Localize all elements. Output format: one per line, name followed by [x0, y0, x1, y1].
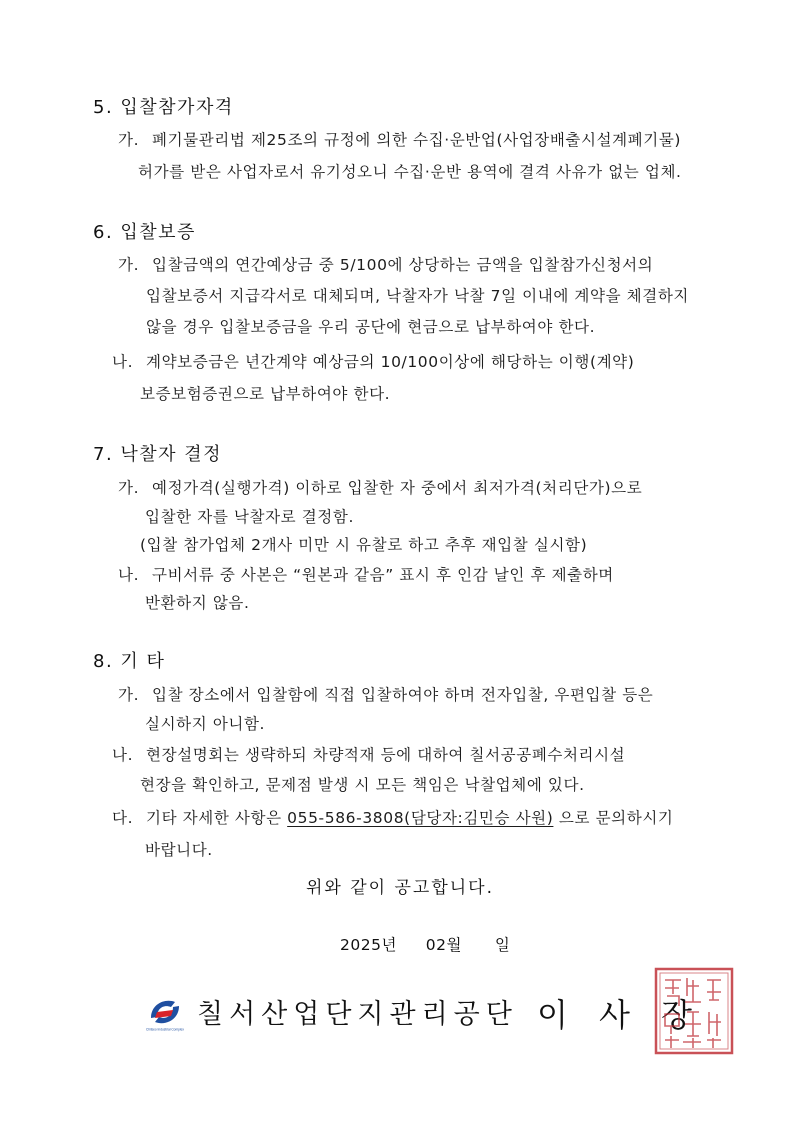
- section-8-item-na-line-1: 나. 현장설명회는 생략하되 차량적재 등에 대하여 칠서공공폐수처리시설: [112, 743, 625, 765]
- section-7-title: 7. 낙찰자 결정: [93, 444, 223, 465]
- item-marker: 나.: [112, 746, 134, 764]
- section-6-item-na-line-2: 보증보험증권으로 납부하여야 한다.: [140, 385, 391, 403]
- item-marker: 나.: [112, 353, 134, 371]
- item-marker: 가.: [118, 131, 140, 149]
- section-8-title: 8. 기 타: [93, 651, 166, 672]
- section-6-item-na-line-1: 나. 계약보증금은 년간계약 예상금의 10/100이상에 해당하는 이행(계약): [112, 350, 634, 372]
- svg-text:Chilseo Industrial Complex: Chilseo Industrial Complex: [146, 1027, 184, 1032]
- section-5-title: 5. 입찰참가자격: [93, 97, 234, 118]
- item-marker: 가.: [118, 479, 140, 497]
- title-char-3: 장: [661, 996, 692, 1034]
- title-char-1: 이: [537, 996, 568, 1034]
- item-marker: 나.: [118, 566, 140, 584]
- item-marker: 가.: [118, 686, 140, 704]
- section-5-item-ga-line-2: 허가를 받은 사업자로서 유기성오니 수집·운반 용역에 결격 사유가 없는 업체.: [138, 163, 682, 181]
- section-7-item-ga-line-2: 입찰한 자를 낙찰자로 결정함.: [145, 508, 354, 526]
- section-7-item-ga-line-3: (입찰 참가업체 2개사 미만 시 유찰로 하고 추후 재입찰 실시함): [140, 536, 588, 554]
- section-8-item-na-line-2: 현장을 확인하고, 문제점 발생 시 모든 책임은 낙찰업체에 있다.: [140, 776, 585, 794]
- section-6-item-ga-line-1: 가. 입찰금액의 연간예상금 중 5/100에 상당하는 금액을 입찰참가신청서의: [118, 253, 653, 275]
- section-7-item-na-line-2: 반환하지 않음.: [145, 594, 250, 612]
- section-7-item-ga-line-1: 가. 예정가격(실행가격) 이하로 입찰한 자 중에서 최저가격(처리단가)으로: [118, 476, 642, 498]
- section-8-item-da-line-1: 다. 기타 자세한 사항은 055-586-3808(담당자:김민승 사원) 으로 문의하시기: [112, 806, 673, 828]
- title-char-2: 사: [599, 996, 630, 1034]
- closing-statement: 위와 같이 공고합니다.: [305, 878, 494, 898]
- announcement-date: [340, 933, 510, 955]
- contact-phone: 055-586-3808(담당자:김민승 사원): [287, 809, 554, 827]
- section-6-item-ga-line-3: 않을 경우 입찰보증금을 우리 공단에 현금으로 납부하여야 한다.: [146, 318, 596, 336]
- section-7-item-na-line-1: 나. 구비서류 중 사본은 “원본과 같음” 표시 후 인감 날인 후 제출하며: [118, 563, 614, 585]
- organization-name: 칠서산업단지관리공단: [197, 999, 518, 1030]
- organization-logo-icon: [145, 992, 185, 1032]
- section-6-item-ga-line-2: 입찰보증서 지급각서로 대체되며, 낙찰자가 낙찰 7일 이내에 계약을 체결하지: [146, 287, 689, 305]
- section-5-item-ga-line-1: 가. 폐기물관리법 제25조의 규정에 의한 수집·운반업(사업장배출시설계폐기물): [118, 128, 681, 150]
- section-6-title: 6. 입찰보증: [93, 222, 196, 243]
- official-seal-stamp: [653, 966, 735, 1056]
- section-8-item-da-line-2: 바랍니다.: [145, 841, 213, 859]
- date-month: 02월: [425, 936, 462, 954]
- item-marker: 가.: [118, 256, 140, 274]
- date-day: 일: [494, 936, 511, 954]
- date-year: 2025년: [340, 936, 397, 954]
- section-8-item-ga-line-2: 실시하지 아니함.: [145, 715, 266, 733]
- item-marker: 다.: [112, 809, 134, 827]
- section-8-item-ga-line-1: 가. 입찰 장소에서 입찰함에 직접 입찰하여야 하며 전자입찰, 우편입찰 등은: [118, 683, 653, 705]
